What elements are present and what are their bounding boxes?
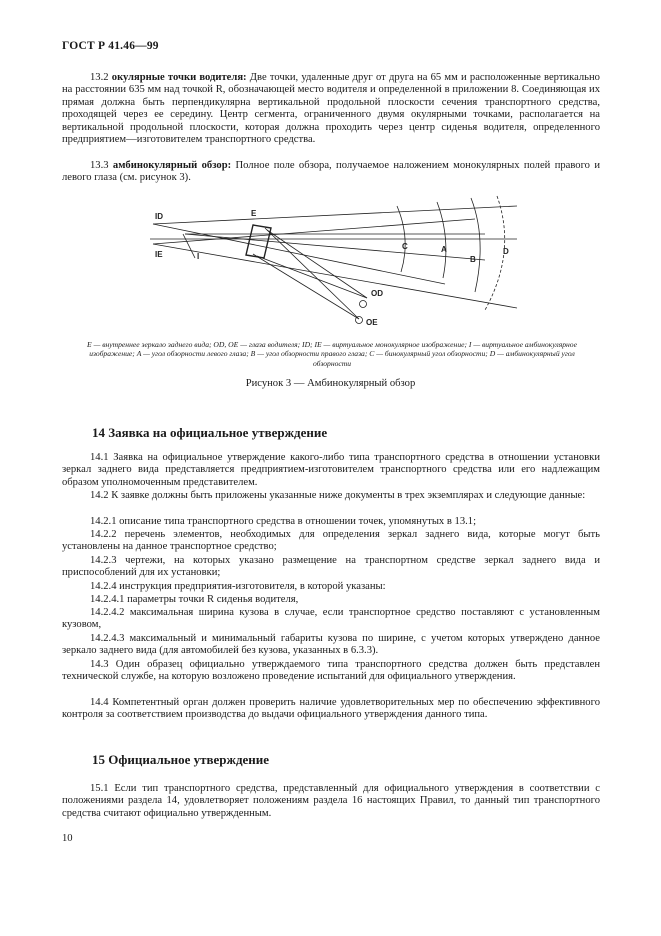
ambinocular-diagram	[145, 192, 525, 340]
clause-14-2-4-2: 14.2.4.2 максимальная ширина кузова в случае, если транспортное средство поставляют с установленным кузовом,	[62, 607, 600, 631]
clause-14-2-1: 14.2.1 описание типа транспортного средства в отношении точек, упомянутых в 13.1;	[90, 516, 477, 527]
arc-d	[485, 196, 505, 310]
clause-14-2-4-3: 14.2.4.3 максимальный и минимальный габариты кузова по ширине, с учетом которых утверждено данное зеркало заднего вида (для автомобилей без кузова, указанных в 6.3.3).	[62, 633, 600, 657]
definition: Две точки, удаленные друг от друга на 65 мм и расположенные вертикально на расстоянии 635 мм над точкой R, обозначающей место водителя и определенной в приложении 8. Соединяющая их прямая должна быть перпендикулярна вертикальной продольной плоскости сечения транспортного средства, проходящей через ее середину. Центр сегмента, ограниченного двумя окулярными точками, располагается на вертикальной продольной плоскости, которая должна проходить через центр сиденья водителя, определенного предприятием—изготовителем транспортного средства.	[62, 72, 600, 146]
label-c: C	[402, 242, 408, 251]
clause-13-3	[62, 160, 600, 185]
term: амбинокулярный обзор:	[112, 160, 232, 171]
arc-a	[437, 202, 446, 278]
label-b: B	[470, 255, 476, 264]
reflect-od-2	[257, 256, 367, 298]
ray-top	[153, 206, 517, 224]
label-e: E	[251, 209, 257, 218]
arc-b	[471, 198, 480, 292]
section-14-heading: 14 Заявка на официальное утверждение	[92, 425, 328, 440]
clause-13-2	[62, 72, 600, 146]
ray-binocular-top	[185, 234, 485, 260]
leader-i	[183, 234, 195, 258]
reflect-oe-2	[265, 228, 359, 319]
clause-number: 13.2	[90, 72, 109, 83]
term: окулярные точки водителя:	[111, 72, 247, 83]
eye-oe	[356, 317, 363, 324]
clause-14-2-3: 14.2.3 чертежи, на которых указано размещение на транспортном средстве зеркал заднего вида и приспособлений для их установки;	[62, 555, 600, 579]
clause-14-2-2: 14.2.2 перечень элементов, необходимых для определения зеркал заднего вида, которые могут быть установлены на данное транспортное средство;	[62, 529, 600, 553]
label-oe: OE	[366, 318, 378, 327]
eye-od	[360, 301, 367, 308]
clause-14-1: 14.1 Заявка на официальное утверждение какого-либо типа транспортного средства в отношении установки зеркал заднего вида представляется предприятием-изготовителем транспортного средства или его надлежащим образом уполномоченным представителем.	[62, 452, 600, 488]
definition: Полное поле обзора, получаемое наложением монокулярных полей правого и левого глаза (см. рисунок 3).	[62, 160, 600, 184]
clause-15-1: 15.1 Если тип транспортного средства, представленный для официального утверждения в соответствии с положениями раздела 14, удовлетворяет положениям раздела 16 настоящих Правил, то данный тип транспортного средства считают официально утвержденным.	[62, 783, 600, 819]
reflect-oe-1	[253, 254, 359, 319]
label-ie: IE	[155, 250, 163, 259]
document-code: ГОСТ Р 41.46—99	[62, 40, 159, 52]
label-a: A	[441, 245, 447, 254]
figure-title: Рисунок 3 — Амбинокулярный обзор	[245, 378, 416, 389]
label-id: ID	[155, 212, 163, 221]
clause-14-2: 14.2 К заявке должны быть приложены указанные ниже документы в трех экземплярах и следующие данные:	[90, 490, 586, 501]
clause-14-2-4: 14.2.4 инструкция предприятия-изготовителя, в которой указаны:	[90, 581, 386, 592]
clause-14-2-4-1: 14.2.4.1 параметры точки R сиденья водителя,	[90, 594, 299, 605]
label-d: D	[503, 247, 509, 256]
figure-caption: E — внутреннее зеркало заднего вида; OD, OE — глаза водителя; ID; IE — виртуальное монокулярное изображение; I — виртуальное амбинокулярное изображение; A — угол обзорности левого глаза; B — угол обзорности правого глаза; C — бинокулярный угол обзорности; D — амбинокулярный угол обзорности	[87, 340, 577, 368]
clause-14-4: 14.4 Компетентный орган должен проверить наличие удовлетворительных мер по обеспечению эффективного контроля за соответствием производства до выдачи официального утверждения данного типа.	[62, 697, 600, 721]
clause-number: 13.3	[90, 160, 109, 171]
page-number: 10	[62, 833, 73, 844]
label-od: OD	[371, 289, 383, 298]
clause-14-3: 14.3 Один образец официально утверждаемого типа транспортного средства должен быть представлен технической службе, на которую возложено проведение испытаний для официального утверждения.	[62, 659, 600, 683]
section-15-heading: 15 Официальное утверждение	[92, 752, 270, 767]
ray-right-eye	[153, 219, 475, 244]
label-i: I	[197, 252, 200, 261]
reflect-od-1	[267, 230, 367, 298]
